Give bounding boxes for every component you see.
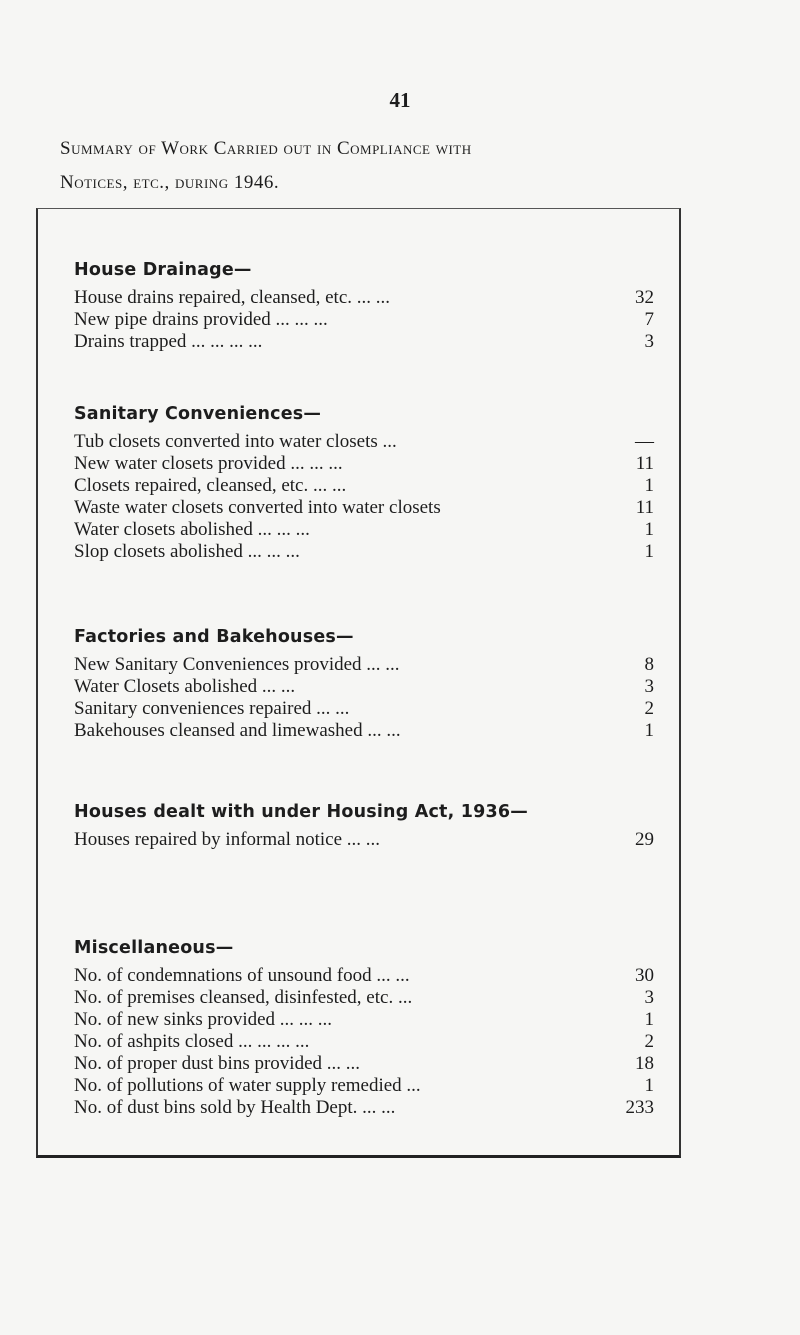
- row-value: 3: [644, 331, 654, 352]
- table-row: [74, 497, 654, 519]
- row-label: No. of new sinks provided ... ... ...: [74, 1009, 333, 1030]
- section-sanitary-conveniences: [74, 399, 654, 563]
- row-value: 1: [644, 475, 654, 496]
- section-heading: Factories and Bakehouses—: [74, 627, 354, 647]
- row-label: Bakehouses cleansed and limewashed ... ...: [74, 720, 401, 741]
- table-row: [74, 287, 654, 309]
- row-value: 8: [644, 654, 654, 675]
- table-row: [74, 453, 654, 475]
- row-label: No. of pollutions of water supply remedied ...: [74, 1075, 421, 1096]
- table-row: [74, 987, 654, 1009]
- row-value: 18: [635, 1053, 654, 1074]
- table-row: [74, 1075, 654, 1097]
- row-value: 32: [635, 287, 654, 308]
- row-label: No. of dust bins sold by Health Dept. ... ...: [74, 1097, 396, 1118]
- section-miscellaneous: [74, 933, 654, 1119]
- row-label: Houses repaired by informal notice ... ...: [74, 829, 381, 850]
- row-value: —: [635, 431, 654, 452]
- row-value: 1: [644, 1075, 654, 1096]
- row-value: 7: [644, 309, 654, 330]
- row-value: 1: [644, 541, 654, 562]
- row-label: New Sanitary Conveniences provided ... ...: [74, 654, 400, 675]
- row-value: 2: [644, 698, 654, 719]
- section-house-drainage: [74, 255, 654, 353]
- section-housing-act: [74, 797, 654, 851]
- page-number: 41: [389, 88, 411, 112]
- row-label: New pipe drains provided ... ... ...: [74, 309, 328, 330]
- table-row: [74, 965, 654, 987]
- table-row: [74, 1097, 654, 1119]
- table-row: [74, 720, 654, 742]
- table-row: [74, 698, 654, 720]
- row-value: 1: [644, 720, 654, 741]
- row-label: House drains repaired, cleansed, etc. ... ...: [74, 287, 391, 308]
- row-label: No. of ashpits closed ... ... ... ...: [74, 1031, 310, 1052]
- table-row: [74, 829, 654, 851]
- row-value: 29: [635, 829, 654, 850]
- table-row: [74, 475, 654, 497]
- section-heading: Sanitary Conveniences—: [74, 404, 322, 424]
- row-label: New water closets provided ... ... ...: [74, 453, 343, 474]
- row-label: Closets repaired, cleansed, etc. ... ...: [74, 475, 347, 496]
- row-value: 1: [644, 519, 654, 540]
- row-label: No. of condemnations of unsound food ... ...: [74, 965, 410, 986]
- row-value: 11: [635, 453, 654, 474]
- page-subtitle: Notices, etc., during 1946.: [60, 172, 280, 193]
- row-label: Tub closets converted into water closets ...: [74, 431, 397, 452]
- row-label: Drains trapped ... ... ... ...: [74, 331, 263, 352]
- table-row: [74, 1009, 654, 1031]
- table-row: [74, 1053, 654, 1075]
- row-value: 1: [644, 1009, 654, 1030]
- row-value: 30: [635, 965, 654, 986]
- row-value: 3: [644, 676, 654, 697]
- table-row: [74, 331, 654, 353]
- section-factories-bakehouses: [74, 622, 654, 742]
- table-row: [74, 541, 654, 563]
- section-heading: Miscellaneous—: [74, 938, 234, 958]
- row-value: 11: [635, 497, 654, 518]
- row-label: Water closets abolished ... ... ...: [74, 519, 310, 540]
- table-row: [74, 519, 654, 541]
- row-label: Slop closets abolished ... ... ...: [74, 541, 300, 562]
- row-label: No. of proper dust bins provided ... ...: [74, 1053, 361, 1074]
- row-label: Waste water closets converted into water closets: [74, 497, 441, 518]
- row-value: 233: [625, 1097, 654, 1118]
- table-row: [74, 1031, 654, 1053]
- row-value: 2: [644, 1031, 654, 1052]
- table-row: [74, 431, 654, 453]
- table-row: [74, 676, 654, 698]
- row-label: Sanitary conveniences repaired ... ...: [74, 698, 350, 719]
- section-heading: House Drainage—: [74, 260, 252, 280]
- page-title: Summary of Work Carried out in Compliance with: [60, 138, 472, 159]
- table-row: [74, 309, 654, 331]
- table-row: [74, 654, 654, 676]
- row-value: 3: [644, 987, 654, 1008]
- row-label: No. of premises cleansed, disinfested, etc. ...: [74, 987, 413, 1008]
- row-label: Water Closets abolished ... ...: [74, 676, 296, 697]
- section-heading: Houses dealt with under Housing Act, 1936—: [74, 802, 528, 822]
